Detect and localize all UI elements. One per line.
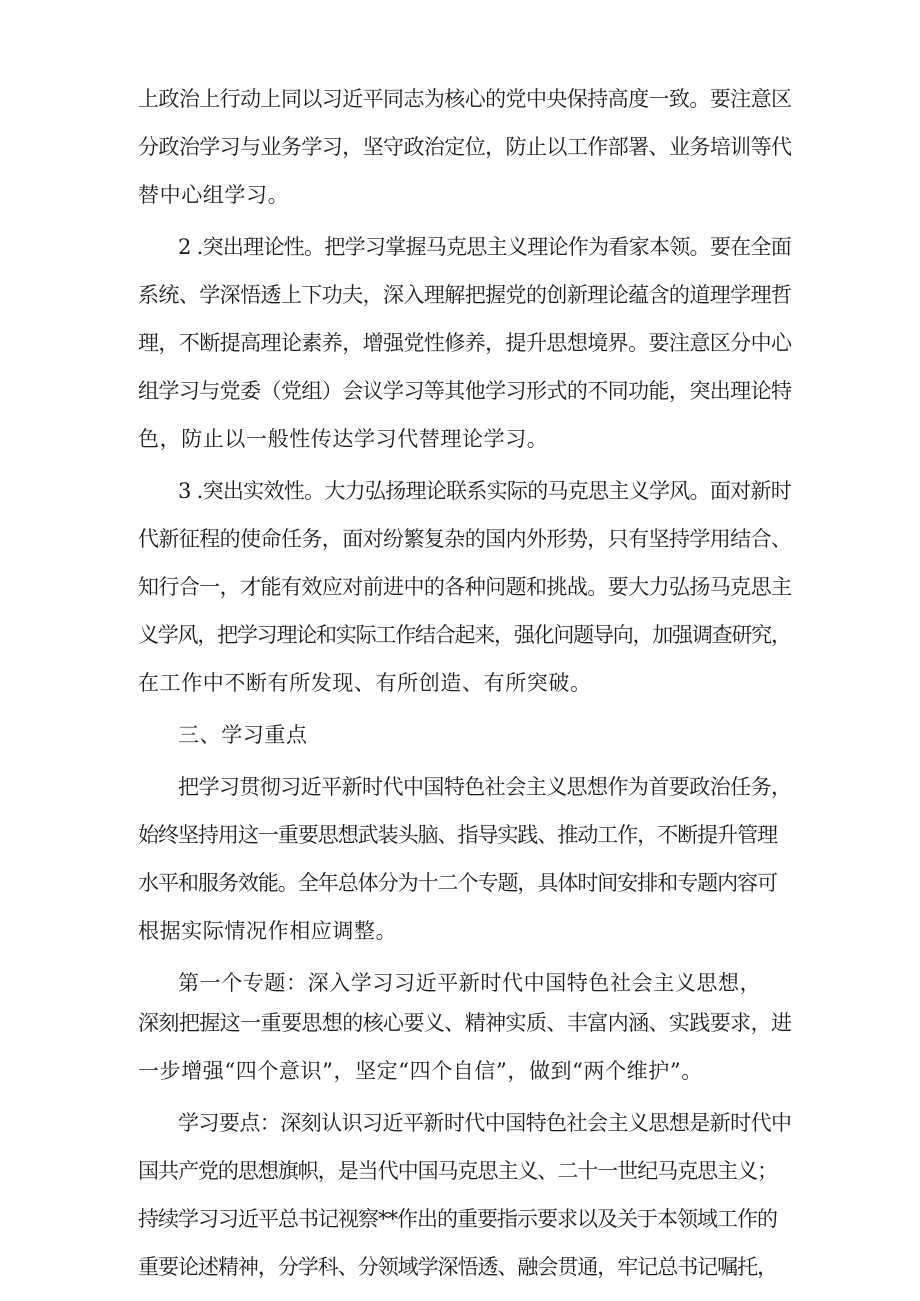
text-line: 在工作中不断有所发现、有所创造、有所突破。 — [138, 671, 592, 695]
text-line: 持续学习习近平总书记视察**作出的重要指示要求以及关于本领域工作的 — [138, 1207, 777, 1231]
text-line: 水平和服务效能。全年总体分为十二个专题，具体时间安排和专题内容可 — [138, 871, 778, 895]
text-line: 组学习与党委（党组）会议学习等其他学习形式的不同功能，突出理论特 — [138, 379, 792, 403]
text-line: 上政治上行动上同以习近平同志为核心的党中央保持高度一致。要注意区 — [138, 87, 792, 111]
text-line: 系统、学深悟透上下功夫，深入理解把握党的创新理论蕴含的道理学理哲 — [138, 283, 792, 307]
text-line: 重要论述精神，分学科、分领域学深悟透、融会贯通，牢记总书记嘱托， — [138, 1255, 778, 1279]
text-line: 根据实际情况作相应调整。 — [138, 919, 398, 943]
text-line: 义学风，把学习理论和实际工作结合起来，强化问题导向，加强调查研究， — [138, 623, 791, 647]
text-line: 深刻把握这一重要思想的核心要义、精神实质、丰富内涵、实践要求，进 — [138, 1011, 792, 1035]
text-line: 3 .突出实效性。大力弘扬理论联系实际的马克思主义学风。面对新时 — [178, 479, 791, 503]
text-line: 把学习贯彻习近平新时代中国特色社会主义思想作为首要政治任务， — [178, 775, 792, 799]
text-line: 分政治学习与业务学习，坚守政治定位，防止以工作部署、业务培训等代 — [138, 135, 792, 159]
text-line: 学习要点：深刻认识习近平新时代中国特色社会主义思想是新时代中 — [178, 1111, 792, 1135]
section-heading: 三、学习重点 — [178, 723, 308, 747]
text-line: 知行合一，才能有效应对前进中的各种问题和挑战。要大力弘扬马克思主 — [138, 575, 792, 599]
text-line: 替中心组学习。 — [138, 183, 290, 207]
text-line: 国共产党的思想旗帜，是当代中国马克思主义、二十一世纪马克思主义； — [138, 1159, 778, 1183]
topic-heading: 第一个专题：深入学习习近平新时代中国特色社会主义思想， — [178, 971, 762, 995]
text-line: 理，不断提高理论素养，增强党性修养，提升思想境界。要注意区分中心 — [138, 331, 792, 355]
text-line: 代新征程的使命任务，面对纷繁复杂的国内外形势，只有坚持学用结合、 — [138, 527, 792, 551]
text-line: 一步增强“四个意识”，坚定“四个自信”，做到“两个维护”。 — [138, 1059, 703, 1083]
text-line: 2 .突出理论性。把学习掌握马克思主义理论作为看家本领。要在全面 — [178, 235, 791, 259]
text-line: 始终坚持用这一重要思想武装头脑、指导实践、推动工作，不断提升管理 — [138, 823, 778, 847]
text-line: 色，防止以一般性传达学习代替理论学习。 — [138, 427, 549, 451]
